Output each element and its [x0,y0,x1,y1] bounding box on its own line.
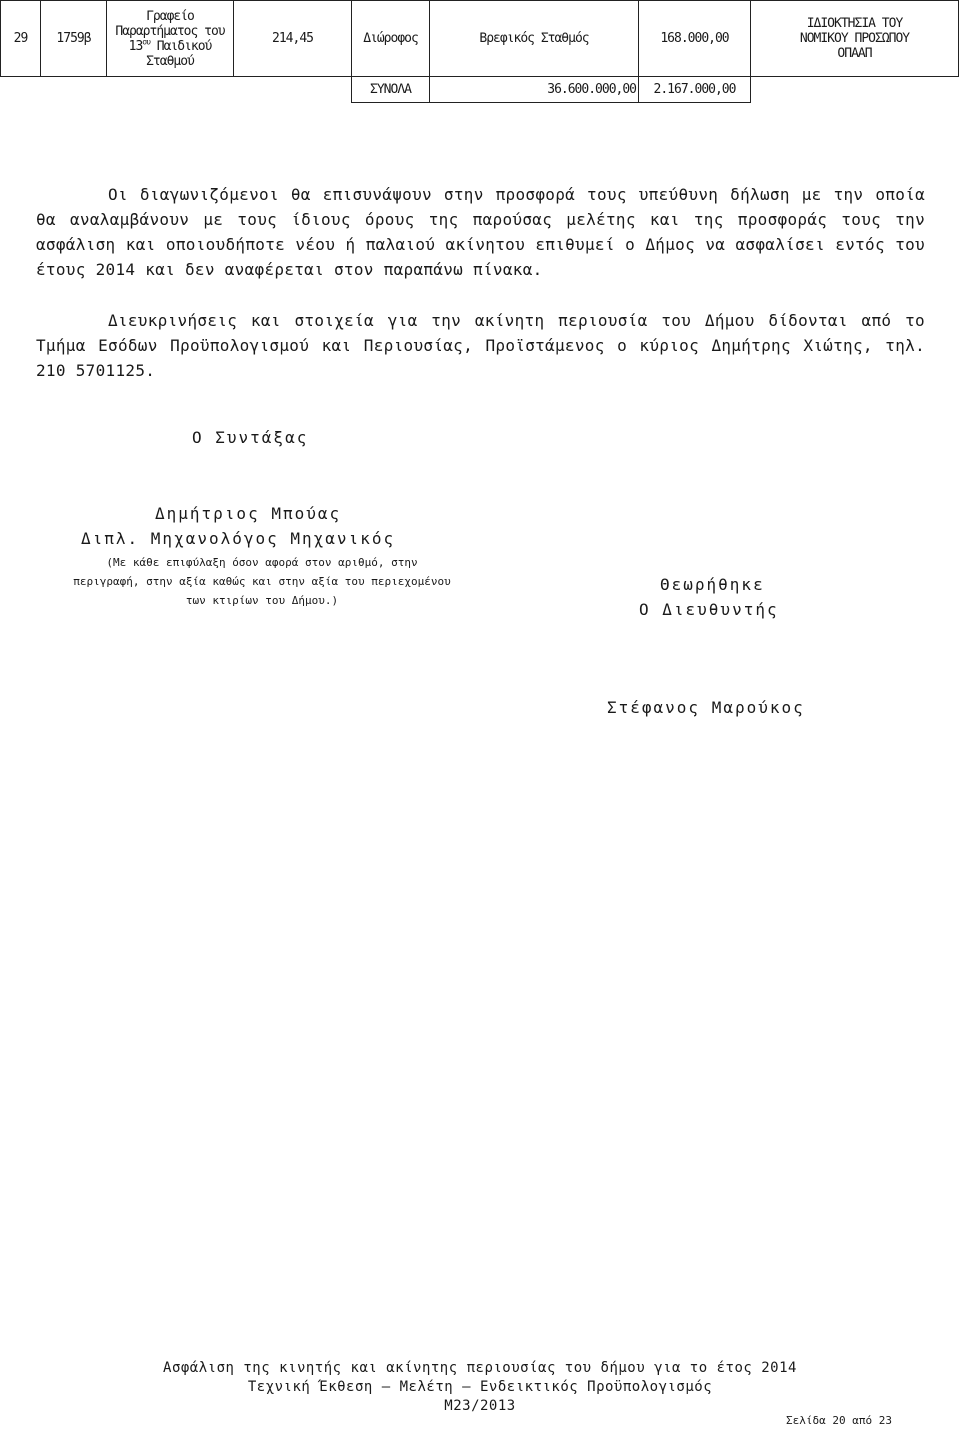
director-title: Ο Διευθυντής [639,600,779,619]
totals-value-2: 2.167.000,00 [639,77,751,103]
cell-description [107,1,234,77]
totals-row [1,77,959,103]
paragraph-2: Διευκρινήσεις και στοιχεία για την ακίνητη περιουσία του Δήμου δίδονται από το Τμήμα Εσόδων Προϋπολογισμού και Περιουσίας, Προϊστάμενος ο κύριος Δημήτρης Χιώτης, τηλ. 210 5701125. [36,311,925,380]
approval-label: Θεωρήθηκε [660,575,765,594]
desc-sup: ου [142,37,150,47]
author-degree: Διπλ. Μηχανολόγος Μηχανικός [81,529,396,548]
cell-area: 214,45 [234,1,352,77]
desc-line [109,39,231,54]
cell-no: 29 [1,1,41,77]
desc-rest: Παιδικού [156,38,212,54]
page-number: Σελίδα 20 από 23 [786,1414,892,1427]
director-name: Στέφανος Μαρούκος [607,698,805,717]
table-row [1,1,959,77]
cell-use: Βρεφικός Σταθμός [430,1,639,77]
footer-line-1: Ασφάλιση της κινητής και ακίνητης περιουσίας του δήμου για το έτος 2014 [163,1360,797,1376]
paragraph-1: Οι διαγωνιζόμενοι θα επισυνάψουν στην προσφορά τους υπεύθυνη δήλωση με την οποία θα αναλαμβάνουν με τους ίδιους όρους της παρούσας μελέτης και της προσφοράς τους την ασφάλιση και οποιουδήποτε νέου ή παλαιού ακίνητου επιθυμεί ο Δήμος να ασφαλίσει εντός του έτους 2014 και δεν αναφέρεται στον παραπάνω πίνακα. [36,185,925,279]
desc-line: Παραρτήματος του [115,23,225,39]
author-name: Δημήτριος Μπούας [155,504,342,523]
totals-value-1: 36.600.000,00 [430,77,639,103]
author-note: (Με κάθε επιφύλαξη όσον αφορά στον αριθμό, στην περιγραφή, στην αξία καθώς και στην αξία του περιεχομένου των κτιρίων του Δήμου.) [73,556,451,607]
cell-value: 168.000,00 [639,1,751,77]
author-title: Ο Συντάξας [192,428,309,447]
cell-owner [751,1,959,77]
desc-line: Σταθμού [146,53,194,69]
page-footer [0,1359,960,1416]
desc-line: Γραφείο [146,8,194,24]
footer-line-3: Μ23/2013 [444,1398,516,1414]
owner-line: ΙΔΙΟΚΤΗΣΙΑ ΤΟΥ [806,16,903,31]
cell-code: 1759β [41,1,107,77]
cell-floor: Διώροφος [352,1,430,77]
totals-label: ΣΥΝΟΛΑ [352,77,430,103]
owner-line: ΝΟΜΙΚΟΥ ΠΡΟΣΩΠΟΥ [799,31,910,46]
owner-line: ΟΠΑΑΠ [837,46,872,61]
property-table [0,0,959,103]
footer-line-2: Τεχνική Έκθεση – Μελέτη – Ενδεικτικός Προϋπολογισμός [247,1379,713,1395]
desc-num: 13 [128,38,143,54]
